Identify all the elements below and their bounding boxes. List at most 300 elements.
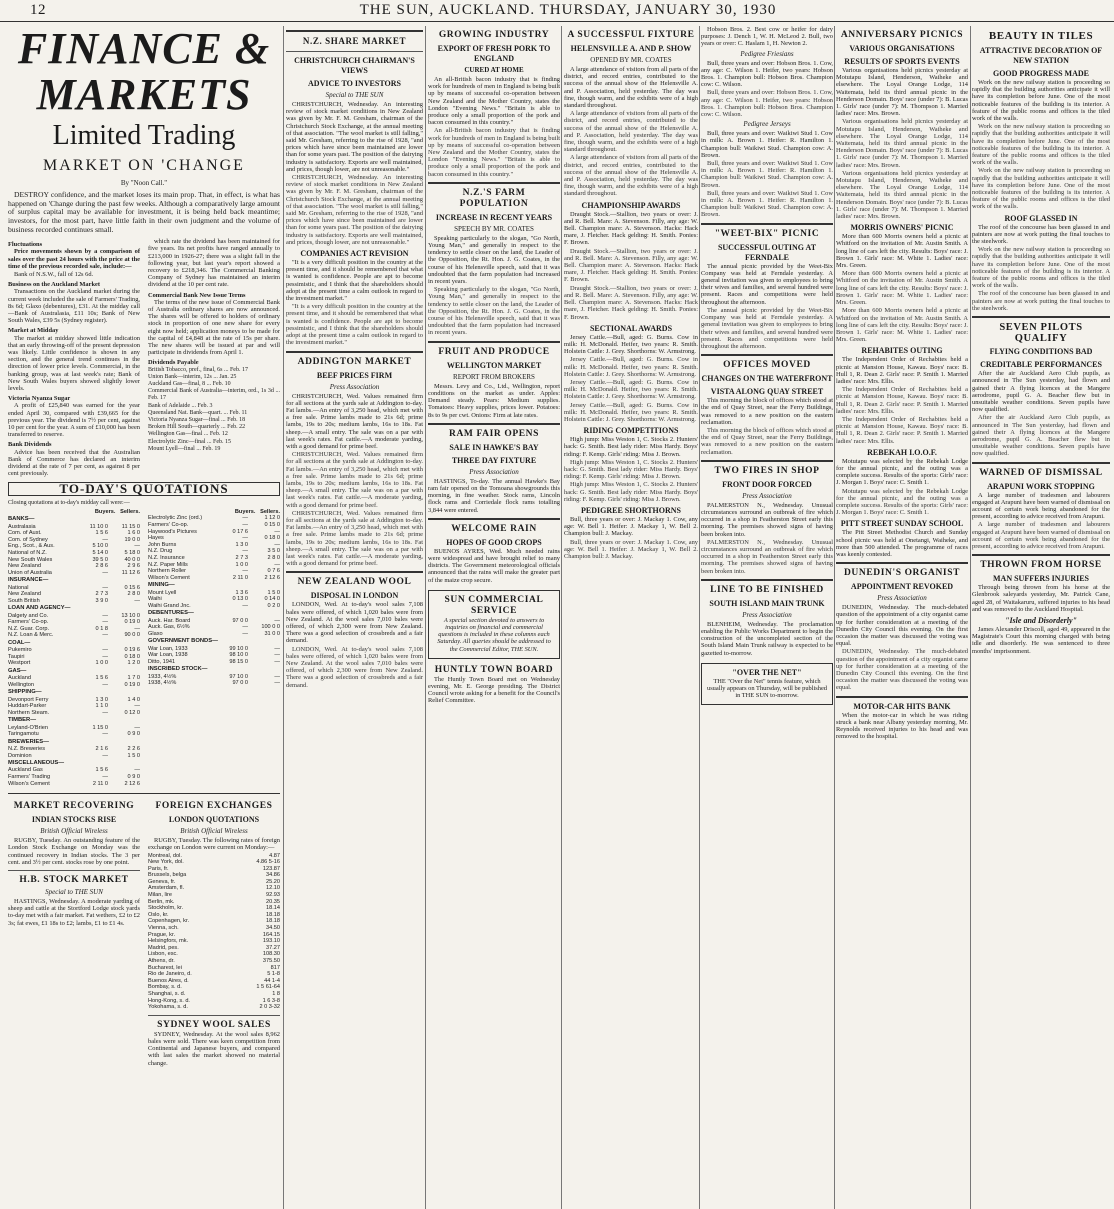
quote-row [148, 562, 280, 569]
fx-value: 2 0 3-32 [259, 1004, 280, 1011]
quote-row [8, 675, 140, 682]
quote-buyers: 99 10 0 [229, 645, 248, 652]
quote-row [8, 781, 140, 788]
quote-values [218, 618, 280, 625]
article-text: LONDON, Wed. At to-day's wool sales 7,108 bales were offered, of which 1,020 bales were from New Zealand. At the wool sales 7,010 bales were offered, of which 2,300 were from New Zealand. There was a good selection of crossbreds and a fair demand. [286, 601, 423, 645]
quote-buyers: 0 13 0 [232, 596, 248, 603]
quotations-right [148, 509, 280, 787]
quote-sellers: 0 12 0 [124, 709, 140, 716]
midday-text: The market at midday showed little indication that an early throwing-off of the present depression was likely. Little confidence is shown in any section, and the general trend continues in the direction of lower price levels. Commercial, in the banking group, was at last week's rate; Bank of New South Wales buyers showed slightly lower levels. [8, 334, 140, 393]
quote-row [148, 680, 280, 687]
quote-values [218, 562, 280, 569]
fx-row [148, 945, 280, 952]
horse-head: THROWN FROM HORSE [980, 560, 1102, 571]
quote-buyers: 97 0 0 [232, 617, 248, 624]
column-rule [834, 26, 835, 1209]
article-text: CHRISTCHURCH, Wed. Values remained firm for all sections at the yards sale at Addington to-day. Fat lambs.—An entry of 3,250 head, which met with a free sale. Prime lambs made to 21s 6d; prime lambs, 19s to 20s; medium lambs, 16s to 18s. Fat sheep.—A small entry. The sale was on a par with last week's rates. Fat cattle.—A moderate yarding, with a good demand for prime beef. [286, 451, 423, 509]
quote-row [8, 703, 140, 710]
quote-name: War Loan, 1938 [148, 652, 188, 659]
fx-row [148, 971, 280, 978]
quote-values [78, 613, 140, 620]
quote-name: Wilson's Cement [8, 780, 50, 787]
fx-row [148, 859, 280, 866]
quote-row [8, 697, 140, 704]
quote-name: Auckland [8, 675, 32, 682]
fx-row [148, 1004, 280, 1011]
article-text: The Independent Order of Rechabites held a picnic at Mansion House, Kawau. Boys' race: B. Hull 1, R. Dean 2. Girls' race: P. Smith 1. Married ladies' race: Mrs. Ellis. [836, 386, 968, 415]
fx-row [148, 998, 280, 1005]
article-text: The Huntly Town Board met on Wednesday evening, Mr. E. George presiding. The District Council wrote asking for a benefit for the Council's Relief Committee. [428, 675, 560, 705]
box-text: THE "Over the Net" tennis feature, which usually appears on Thursday, will be published in THE SUN to-morrow. [707, 677, 827, 700]
article-text: Jersey Cattle.—Bull, aged: G. Burns. Cow in milk: H. McDonald. Heifer, two years: R. Smith. Holstein Cattle: J. Grey. Shorthorns: W. Armstrong. [564, 356, 698, 378]
recovering-title: MARKET RECOVERING [13, 801, 135, 812]
quote-row [148, 548, 280, 555]
quote-values [218, 631, 280, 638]
lead-paragraph: DESTROY confidence, and the market loses its main prop. That, in effect, is what has happened on 'Change during the past few weeks. Although a comparatively large amount of surplus capital may be available for investment, it is being held back meantime; investors, for the most part, have little faith in their own judgment and the volume of business recorded continues small. [8, 190, 280, 234]
article-text: Various organisations held picnics yesterday at Motutapu Island, Henderson, Waiheke and elsewhere. The Loyal Orange Lodge, 114 Waitemata, held its third annual picnic in the Henderson Domain. Boys' race (under 7): B. Lucas 1. Girls' race (under 7): M. Thompson 1. Married ladies' race: Mrs. Brown. [836, 67, 968, 118]
article-text: More than 600 Morris owners held a picnic at Whitford on the invitation of Mr. Austin Smith. A long line of cars left the city. Results: Boys' race: J. Brown 1. Girls' race: M. White 1. Ladies' race: Mrs. Green. [836, 233, 968, 270]
quote-sellers: — [134, 703, 140, 710]
quote-row [8, 585, 140, 592]
article-text: Messrs. Levy and Co., Ltd., Wellington, report conditions on the market as under. Apples: Demand steady. Pears: Medium supplies. Tomatoes: Heavy supplies, prices lower. Potatoes: 8s to 9s per cwt. Onions: Firm at late rates. [428, 382, 560, 419]
quote-category: TIMBER— [8, 717, 37, 724]
quote-values [78, 626, 140, 633]
box-title: "OVER THE NET" [732, 667, 802, 677]
dividend-item: Mount Lyell—final ... Feb. 19 [148, 445, 221, 452]
dividend-item: Wellington Gas—final ... Feb. 12 [148, 431, 228, 438]
fx-name: Brussels, belga [148, 872, 187, 879]
quote-sellers: — [274, 528, 280, 535]
dividend-item: Queensland Nat. Bank—quart. ... Feb. 11 [148, 409, 248, 416]
recovering-credit: British Official Wireless [40, 827, 108, 836]
quote-sellers: — [274, 680, 280, 687]
wool-head: NEW ZEALAND WOOL [297, 577, 412, 588]
dividend-item: Victoria Nyanza Sugar—final ... Feb. 18 [148, 417, 246, 424]
dividend-item: Union Bank—interim, 12s ... Jan. 25 [148, 373, 237, 380]
article-text: Bull, three years or over: J. Mackay 1. Cow, any age: W. Bell 1. Heifer: J. Mackay 1, W. Bell 2. Champion bull: J. Mackay. [564, 538, 698, 560]
article-text: CHRISTCHURCH, Wed. Values remained firm for all sections at the yards sale at Addington to-day. Fat lambs.—An entry of 3,250 head, which met with a free sale. Prime lambs made to 21s 6d; prime lambs, 19s to 20s; medium lambs, 16s to 18s. Fat sheep.—A small entry. The sale was on a par with last week's rates. Fat cattle.—A moderate yarding, with a good demand for prime beef. [286, 392, 423, 450]
pilots-sub: FLYING CONDITIONS BAD [989, 347, 1093, 357]
hb-title: H.B. STOCK MARKET [19, 874, 129, 885]
article-text: Bull, three years and over: Hobson Bros. 1. Cow, any age: C. Wilson 1. Heifer, two years: Hobson Bros. 1. Champion bull: Hobson Bros. Champion cow: C. Wilson. [701, 59, 833, 89]
quote-sellers: 2 8 0 [267, 555, 280, 562]
quote-sellers: — [274, 658, 280, 665]
quote-row [148, 515, 280, 522]
quote-name: Wellington [8, 681, 35, 688]
fx-value: 1 5 61-64 [256, 984, 280, 991]
article-text: Motutapu was selected by the Rebekah Lodge for the annual picnic, and the outing was a complete success. Results of the sports: Girls' race: J. Morgan 1. Boys' race: C. Smith 1. [836, 487, 968, 517]
article-text: LONDON, Wed. At to-day's wool sales 7,108 bales were offered, of which 1,020 bales were from New Zealand. At the wool sales 7,010 bales were offered, of which 2,300 were from New Zealand. There was a good selection of crossbreds and a fair demand. [286, 645, 423, 689]
fx-title: FOREIGN EXCHANGES [155, 801, 273, 812]
awards-head: CHAMPIONSHIP AWARDS [581, 200, 681, 210]
quote-row [8, 613, 140, 620]
quote-sellers: 2 2 6 [127, 745, 140, 752]
quote-name: Com. of Aust. [8, 530, 42, 537]
quote-name: Glaxo [148, 630, 163, 637]
quote-sellers: 0 19 6 [124, 647, 140, 654]
article-text: Work on the new railway station is proceeding so rapidly that the building authorities anticipate it will have its completion before June. One of the most noticeable features of the building is its interior. A feature of the public rooms and offices is the tiled work of the walls. [972, 79, 1110, 123]
quote-buyers: 5 10 0 [92, 543, 108, 550]
quote-values [218, 542, 280, 549]
quote-row [8, 626, 140, 633]
line-head: LINE TO BE FINISHED [710, 584, 824, 595]
article-text: HASTINGS, To-day. The annual Hawke's Bay ram fair opened on the Tomoana showgrounds this morning, in fine weather. Stock rams, Lincoln flock rams and Corriedale flock rams totalling 3,844 were entered. [428, 477, 560, 514]
quote-values [218, 659, 280, 666]
quote-sellers: 100 0 0 [261, 624, 280, 631]
column-7 [972, 26, 1110, 1209]
share-market-head: N.Z. SHARE MARKET [302, 36, 407, 46]
article-text: Motutapu was selected by the Rebekah Lodge for the annual picnic, and the outing was a complete success. Results of the sports: Girls' race: J. Morgan 1. Boys' race: C. Smith 1. [836, 457, 968, 487]
fx-name: Amsterdam, fl. [148, 885, 185, 892]
pork-head: GROWING INDUSTRY [438, 30, 550, 40]
fx-name: New York, dol. [148, 859, 184, 866]
article-text: High jump: Miss Weston 1, C. Stocks 2. Hunters' hack: G. Smith. Best lady rider: Miss Hardy. Boys' riding: F. Kemp. Girls' riding: Miss J. Brown. [564, 481, 698, 503]
quote-name: 1933, 4½% [148, 673, 177, 680]
quote-values [78, 710, 140, 717]
quote-category: GAS— [8, 667, 27, 674]
fx-row [148, 905, 280, 912]
farm-sub: INCREASE IN RECENT YEARS [435, 212, 553, 222]
fx-row [148, 853, 280, 860]
article-text: A large attendance of visitors from all parts of the district, and record entries, contributed to the success of the annual show of the Helensville A. and P. Association, held yesterday. The day was fine, though warm, and the exhibits were of a high standard throughout. [564, 66, 698, 110]
quote-name: National [8, 584, 29, 591]
quote-values [78, 675, 140, 682]
article-text: DUNEDIN, Wednesday. The much-debated question of the appointment of a city organist came up for further consideration at a meeting of the Dunedin City Council this evening. On the first occasion the matter was discussed the voting was equal. [836, 604, 968, 648]
quote-values [78, 697, 140, 704]
quote-buyers: — [102, 612, 108, 619]
quote-values [78, 725, 140, 732]
article-text: Draught Stock.—Stallion, two years or over: J. and R. Bell. Mare: A. Stevenson. Filly, any age: W. Bell. Champion mare: A. Stevenson. Hacks: Hack mare, J. Fletcher. Hack gelding: H. Smith. Ponies: F. Brown. [564, 247, 698, 284]
fx-name: Yokohama, s. d. [148, 1004, 188, 1011]
quote-name: N.Z. Insurance [148, 555, 185, 562]
quote-sellers: 0 7 6 [267, 568, 280, 575]
quote-buyers: 1 15 0 [92, 724, 108, 731]
sectional-head: SECTIONAL AWARDS [589, 323, 673, 333]
quote-row [148, 575, 280, 582]
quote-sellers: — [274, 673, 280, 680]
fx-row [148, 912, 280, 919]
page-number: 12 [30, 2, 46, 18]
addington-head: ADDINGTON MARKET [297, 356, 412, 367]
fx-value: 92.93 [266, 892, 280, 899]
article-text: Jersey Cattle.—Bull, aged: G. Burns. Cow in milk: H. McDonald. Heifer, two years: R. Smith. Holstein Cattle: J. Grey. Shorthorns: W. Armstrong. [564, 401, 698, 423]
quote-buyers: 1 3 0 [235, 541, 248, 548]
fluctuations-title: Fluctuations [8, 241, 43, 249]
quote-buyers: 1 5 6 [95, 767, 108, 774]
quote-buyers: — [242, 535, 248, 542]
business-title: Business on the Auckland Market [8, 281, 100, 289]
article-text: A large number of tradesmen and labourers engaged at Arapuni have been warned of dismissal on account of certain work being abandoned for the present, according to advice received from Arapuni. [972, 521, 1110, 550]
fx-name: Hong-Kong, s. d. [148, 997, 190, 1004]
quote-buyers: — [102, 536, 108, 543]
quote-buyers: — [242, 515, 248, 522]
quote-buyers: — [102, 632, 108, 639]
finance-two-column [8, 238, 280, 478]
article-text: BLENHEIM, Wednesday. The proclamation enabling the Public Works Department to begin the construction of the uncompleted section of the South Island Main Trunk railway is expected to be gazetted to-morrow. [701, 620, 833, 657]
quote-values [78, 660, 140, 667]
article-text: Work on the new railway station is proceeding so rapidly that the building authorities anticipate it will have its completion before June. One of the most noticeable features of the building is its interior. A feature of the public rooms and offices is the tiled work of the walls. [972, 246, 1110, 290]
quote-sellers: 1 2 0 [127, 660, 140, 667]
quote-name: Westport [8, 660, 31, 667]
fx-value: 37.27 [266, 944, 280, 951]
quote-buyers: 97 10 0 [229, 673, 248, 680]
fx-row [148, 918, 280, 925]
quote-name: Auckland Gas [8, 767, 43, 774]
quote-name: Electrolytic Zinc (ord.) [148, 515, 203, 522]
quote-row [8, 731, 140, 738]
quote-buyers: — [242, 624, 248, 631]
fx-name: Paris, fr. [148, 865, 169, 872]
quote-name: Pukemiro [8, 647, 32, 654]
farm-sub2: SPEECH BY MR. COATES [454, 224, 534, 233]
quote-buyers: — [102, 569, 108, 576]
quote-buyers: 1 3 6 [235, 589, 248, 596]
quote-values [78, 647, 140, 654]
bank-text: Advice has been received that the Australian Bank of Commerce has declared an interim dividend at the rate of 7 per cent, as against 8 per cent previously. [8, 448, 140, 478]
weetbix-head: "WEET-BIX" PICNIC [714, 228, 820, 239]
quote-row [8, 767, 140, 774]
quote-sellers: 0 18 0 [124, 653, 140, 660]
quote-buyers: 11 10 0 [89, 523, 108, 530]
quote-name: Waihi Grand Jnc. [148, 602, 191, 609]
fx-value: 18.18 [266, 911, 280, 918]
quotations-header: Buyers. Sellers. [234, 508, 280, 515]
quote-name: Devonport Ferry [8, 696, 49, 703]
quote-name: Eng., Scot., & Aus. [8, 543, 55, 550]
article-text: Draught Stock.—Stallion, two years or over: J. and R. Bell. Mare: A. Stevenson. Filly, any age: W. Bell. Champion mare: A. Stevenson. Hacks: Hack mare, J. Fletcher. Hack gelding: H. Smith. Ponies: F. Brown. [564, 284, 698, 321]
article-text: After the air Auckland Aero Club pupils, as announced in The Sun yesterday, had flown and gained their A flying licences at the Mangere aerodrome, pupil G. A. Beacher flew but in unsuitable weather conditions. Seven pupils have now qualified. [972, 414, 1110, 458]
quote-buyers: — [242, 522, 248, 529]
jerseys-head: Pedigree Jerseys [743, 120, 791, 129]
quote-name: National of N.Z. [8, 550, 47, 557]
credit: Press Association [469, 467, 519, 476]
offices-sub: CHANGES ON THE WATERFRONT [701, 374, 833, 384]
commercial-title: Commercial Bank New Issue Terms [148, 291, 246, 299]
quote-sellers: 2 12 6 [124, 780, 140, 787]
quote-sellers: — [274, 652, 280, 659]
fx-text: RUGBY, Tuesday. The following rates of foreign exchange on London were current on Monday:— [148, 837, 280, 852]
quote-name: Com. of Sydney [8, 536, 48, 543]
quote-values [218, 548, 280, 555]
quote-row [148, 646, 280, 653]
tiles-sub: ATTRACTIVE DECORATION OF NEW STATION [979, 46, 1103, 65]
article-text: After the air Auckland Aero Club pupils, as announced in The Sun yesterday, had flown and gained their A flying licences at the Mangere aerodrome, pupil G. A. Beacher flew but in unsuitable weather conditions. Seven pupils have now qualified. [972, 370, 1110, 414]
quote-row [8, 632, 140, 639]
quote-name: Northern Roller [148, 568, 186, 575]
quote-row [8, 682, 140, 689]
quote-buyers: 1 5 6 [95, 530, 108, 537]
quote-values [78, 530, 140, 537]
quote-category: SHIPPING— [8, 689, 42, 696]
quote-values [78, 598, 140, 605]
business-text: Transactions on the Auckland market during the current week included the sale of Farmers' Trading, 8s 6d; Glaxo (debentures), £31. At the midday call—Bank of Australasia, £11 10s; Bank of New South Wales, £39 5s (Sydney register). [8, 288, 140, 325]
quote-category: DEBENTURES— [148, 610, 194, 617]
quote-buyers: — [242, 630, 248, 637]
quote-category: GOVERNMENT BONDS— [148, 638, 218, 645]
tiles-sub2: GOOD PROGRESS MADE [992, 69, 1089, 78]
quote-values [78, 585, 140, 592]
quote-name: Union of Australia [8, 569, 52, 576]
quote-sellers: 2 8 0 [127, 591, 140, 598]
fx-value: 5 1-8 [267, 971, 280, 978]
hb-text: HASTINGS, Wednesday. A moderate yarding of sheep and cattle at the Stortford Lodge stock yards to-day met with a fair market. Fat wethers, £2 to £2 3s; fat ewes, £1 18s to £2; lambs, £1 to £1 4s. [8, 897, 140, 927]
quote-name: New Zealand [8, 563, 41, 570]
credit: Press Association [742, 610, 792, 619]
fx-value: 34.86 [266, 872, 280, 879]
column-2 [286, 26, 423, 1209]
quote-row [148, 596, 280, 603]
quote-values [218, 624, 280, 631]
quotations-table [8, 509, 280, 787]
quote-buyers: 39 5 0 [92, 556, 108, 563]
article-text: Bull, three years and over: Waikiwi Stud 1. Cow in milk: A. Brown 1. Heifer: R. Hamilton 1. Champion bull: Waikiwi Stud. Champion cow: A. Brown. [701, 130, 833, 159]
quote-buyers: 97 0 0 [232, 680, 248, 687]
fx-name: Rio de Janeiro, d. [148, 971, 192, 978]
quote-values [218, 555, 280, 562]
quote-row [8, 557, 140, 564]
quote-buyers: — [102, 709, 108, 716]
quote-values [218, 568, 280, 575]
quote-row [8, 563, 140, 570]
horse-sub: MAN SUFFERS INJURIES [992, 574, 1089, 584]
tiles-head: BEAUTY IN TILES [988, 30, 1094, 42]
farm-head: N.Z.'S FARM POPULATION [459, 187, 529, 209]
pork-sub: EXPORT OF FRESH PORK TO ENGLAND [437, 44, 551, 63]
article-text: James Alexander Driscoll, aged 49, appeared in the Magistrate's Court this morning charged with being idle and disorderly. He was sentenced to three months' imprisonment. [972, 625, 1110, 655]
quote-row [8, 753, 140, 760]
fx-name: Prague, kr. [148, 931, 176, 938]
morris-head: MORRIS OWNERS' PICNIC [850, 223, 954, 233]
huntly-head: HUNTLY TOWN BOARD [434, 664, 554, 675]
quote-sellers: 0 2 0 [267, 602, 280, 609]
quote-name: South British [8, 597, 40, 604]
quote-name: John Burns [148, 541, 177, 548]
fires-head: TWO FIRES IN SHOP [714, 465, 820, 476]
organist-sub: APPOINTMENT REVOKED [850, 582, 954, 592]
article-text: Draught Stock.—Stallion, two years or over: J. and R. Bell. Mare: A. Stevenson. Filly, any age: W. Bell. Champion mare: A. Stevenson. Hacks: Hack mare, J. Fletcher. Hack gelding: H. Smith. Ponies: F. Brown. [564, 210, 698, 247]
quote-buyers: — [102, 773, 108, 780]
article-text: Bull, three years and over: Waikiwi Stud 1. Cow in milk: A. Brown 1. Heifer: R. Hamilton 1. Champion bull: Waikiwi Stud. Champion cow: A. Brown. [701, 189, 833, 219]
quote-values [218, 575, 280, 582]
quote-buyers: 0 17 6 [232, 528, 248, 535]
picnics-sub2: RESULTS OF SPORTS EVENTS [844, 57, 960, 66]
quote-buyers: 2 11 0 [232, 574, 248, 581]
fx-name: Helsingfors, mk. [148, 938, 189, 945]
quote-row [148, 555, 280, 562]
quote-name: Dalgety and Co. [8, 612, 49, 619]
quote-values [78, 619, 140, 626]
quote-values [78, 753, 140, 760]
dividend-item: Auckland Gas—final, 8 ... Feb. 10 [148, 381, 231, 388]
article-text: The roof of the concourse has been glassed in and painters are now at work putting the final touches to the steelwork. [972, 223, 1110, 246]
fx-row [148, 978, 280, 985]
quote-row [148, 659, 280, 666]
rain-sub: HOPES OF GOOD CROPS [446, 537, 542, 547]
quote-row [148, 603, 280, 610]
article-text: The annual picnic provided by the Weet-Bix Company was held at Ferndale yesterday. A general invitation was given to employees to bring their wives and families, and several hundred were present. Races and competitions were held throughout the afternoon. [701, 306, 833, 350]
picnics-head: ANNIVERSARY PICNICS [840, 30, 964, 40]
quote-sellers: 0 18 0 [264, 535, 280, 542]
quote-sellers: 2 12 6 [264, 574, 280, 581]
quote-values [78, 781, 140, 788]
rebekah-head: REBEKAH I.O.O.F. [867, 447, 937, 457]
quote-row [8, 543, 140, 550]
quote-values [218, 590, 280, 597]
fx-row [148, 925, 280, 932]
fx-name: Shanghai, s. d. [148, 990, 186, 997]
quote-name: New Zealand [8, 591, 41, 598]
quote-values [218, 529, 280, 536]
idle-head: "Isle and Disorderly" [1005, 615, 1077, 625]
fx-value: 18.14 [266, 905, 280, 912]
quote-row [148, 652, 280, 659]
fruit-sub2: REPORT FROM BROKERS [453, 372, 535, 381]
ram-sub2: THREE DAY FIXTURE [451, 455, 537, 465]
fx-row [148, 951, 280, 958]
article-text: CHRISTCHURCH, Wednesday. An interesting review of stock market conditions in New Zealand was given by Mr. F. M. Gresham, chairman of the Christchurch Stock Exchange, at the annual meeting of that association. "The wool market is still falling," said Mr. Gresham, referring to the rise of 1928, "and prices which have since been maintained are lower than for some years past. The position of the dairying industry is satisfactory. Exports are well maintained, and prices, though lower, are not unreasonable." [286, 101, 423, 173]
fx-name: Stockholm, kr. [148, 905, 184, 912]
quotations-header: Buyers. Sellers. [94, 508, 140, 515]
byline: By "Noon Call." [120, 179, 168, 187]
wool-text: SYDNEY, Wednesday. At the wool sales 8,962 bales were sold. There was keen competition from Continental and Japanese buyers, and compared with last sales the market showed no material change. [148, 1030, 280, 1067]
weetbix-sub: SUCCESSFUL OUTING AT FERNDALE [717, 242, 817, 262]
friesians-head: Pedigree Friesians [740, 49, 794, 58]
quote-category: MINING— [148, 582, 175, 589]
dismissal-sub: ARAPUNI WORK STOPPING [987, 481, 1095, 491]
quote-row [8, 725, 140, 732]
victoria-title: Victoria Nyanza Sugar [8, 395, 71, 403]
fx-value: 4.87 [269, 852, 280, 859]
quote-values [218, 522, 280, 529]
quote-sellers: 0 19 0 [124, 619, 140, 626]
fx-row [148, 879, 280, 886]
quote-name: Taupiri [8, 653, 25, 660]
quote-name: Ditto, 1941 [148, 658, 176, 665]
dividends-list [148, 367, 280, 453]
quote-sellers: 0 9 0 [127, 731, 140, 738]
quote-sellers: 2 9 6 [127, 563, 140, 570]
article-text: More than 600 Morris owners held a picnic at Whitford on the invitation of Mr. Austin Smith. A long line of cars left the city. Results: Boys' race: J. Brown 1. Girls' race: M. White 1. Ladies' race: Mrs. Green. [836, 270, 968, 307]
fx-value: 4.86 5-16 [256, 859, 280, 866]
quote-category: BANKS— [8, 516, 35, 523]
motor-head: MOTOR-CAR HITS BANK [853, 701, 951, 711]
fx-value: 18.18 [266, 918, 280, 925]
line-sub: SOUTH ISLAND MAIN TRUNK [709, 598, 825, 608]
column-rule [283, 26, 284, 1209]
article-text: BUENOS AYRES, Wed. Much needed rains were widespread and have brought relief to many districts. The Government meteorological officials announced that the rains will make the greater part of the maize crop secure. [428, 547, 560, 584]
share-market-sub2: ADVICE TO INVESTORS [308, 79, 401, 88]
fx-row [148, 885, 280, 892]
quote-name: N.Z. Drug [148, 548, 173, 555]
fx-value: 44 1-4 [264, 977, 280, 984]
over-the-net-box [701, 663, 833, 706]
quote-values [218, 680, 280, 687]
dividend-item: Bank of Adelaide ... Feb. 3 [148, 402, 213, 409]
pilots-head: SEVEN PILOTS QUALIFY [999, 322, 1083, 345]
quote-name: Northern Steam. [8, 709, 50, 716]
quote-sellers: — [134, 724, 140, 731]
box-text: A special section devoted to answers to inquiries on financial and commercial questions is included in these columns each Saturday. All queries should be addressed to the Commercial Editor, THE SUN. [437, 616, 551, 653]
fx-name: Athens, dr. [148, 958, 175, 965]
quote-row [8, 746, 140, 753]
rehabites-head: REHABITES OUTING [861, 346, 943, 356]
quote-buyers: 3 9 0 [95, 597, 108, 604]
fx-row [148, 958, 280, 965]
quote-category: BREWERIES— [8, 738, 49, 745]
dividend-item: Commercial Bank of Australia—interim, ord., 1s 3d ... Feb. 17 [148, 388, 280, 402]
quote-sellers: 0 9 0 [127, 773, 140, 780]
quote-name: N.Z. Guar. Corp. [8, 625, 50, 632]
